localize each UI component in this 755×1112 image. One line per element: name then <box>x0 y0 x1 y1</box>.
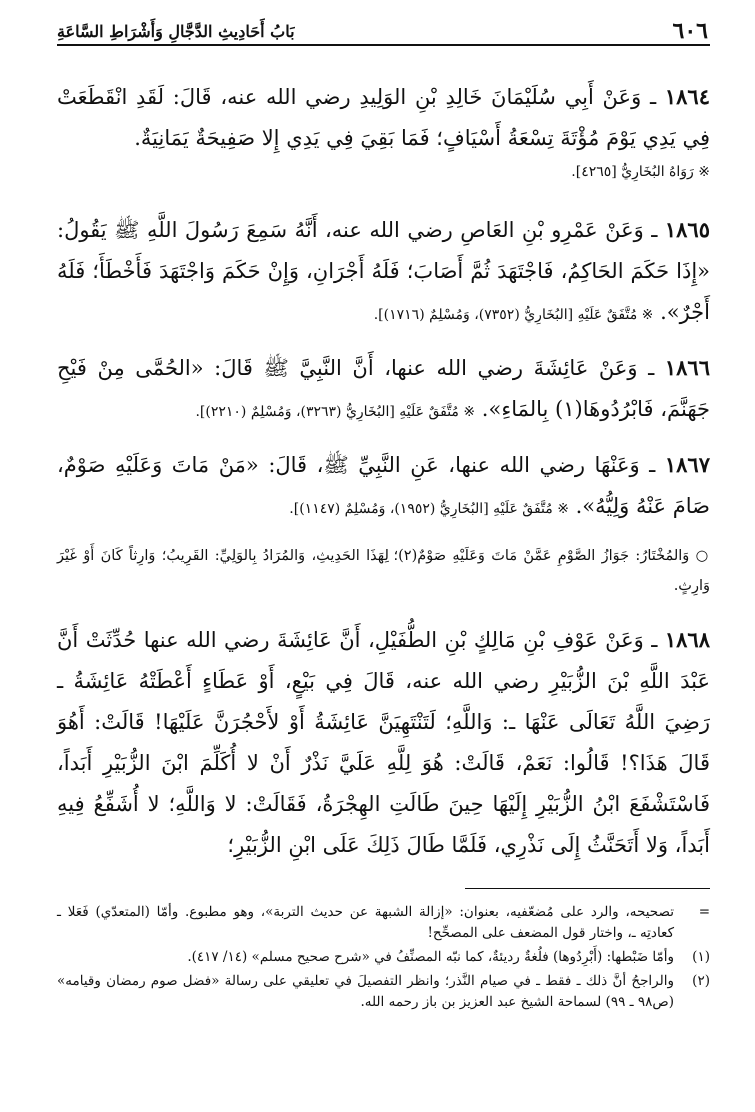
footnote-marker: = <box>698 904 710 920</box>
hadith-text: ـ وَعَنْهَا رضي الله عنها، عَنِ النَّبِيِّ ﷺ، قَالَ: «مَنْ مَاتَ وَعَلَيْهِ صَوْمٌ، صَامَ عَنْهُ وَلِيُّهُ». <box>57 453 710 518</box>
hadith-1865 <box>57 209 710 333</box>
hadith-number: ١٨٦٥ <box>664 217 710 242</box>
hadith-1866 <box>57 347 710 430</box>
hadith-1868 <box>57 619 710 866</box>
hadith-1867 <box>57 444 710 527</box>
footnote-text: وأمّا ضَبْطها: (أَبْرِدُوها) فلُغةٌ رديئةٌ، كما نبّه المصنِّفُ في «شرح صحيح مسلم» (١٤/ ٤١٧). <box>187 949 674 965</box>
footnote-divider <box>465 888 710 889</box>
hadith-number: ١٨٦٨ <box>664 627 710 652</box>
hadith-reference: ※ مُتَّفَقٌ عَلَيْهِ [البُخَارِيُّ (١٩٥٢)، وَمُسْلِمٌ (١١٤٧)]. <box>289 501 569 517</box>
hadith-reference: ※ مُتَّفَقٌ عَلَيْهِ [البُخَارِيُّ (٧٣٥٢)، وَمُسْلِمٌ (١٧١٦)]. <box>373 307 654 323</box>
hadith-number: ١٨٦٦ <box>664 355 710 380</box>
author-comment: ○ وَالمُخْتَارُ: جَوَازُ الصَّوْمِ عَمَّنْ مَاتَ وَعَلَيْهِ صَوْمٌ(٢)؛ لِهَذَا الحَدِيثِ، وَالمُرَادُ بِالوَلِيِّ: القَرِيبُ؛ وَارِثاً كَانَ أَوْ غَيْرَ وَارِثٍ. <box>57 548 710 594</box>
footnote-2 <box>57 971 710 1013</box>
hadith-1864 <box>57 76 710 187</box>
footnote-marker: (٢) <box>692 973 710 989</box>
hadith-text: ـ وَعَنْ عَمْرِو بْنِ العَاصِ رضي الله عنه، أَنَّهُ سَمِعَ رَسُولَ اللَّهِ ﷺ يَقُولُ: «إِذَا حَكَمَ الحَاكِمُ، فَاجْتَهَدَ ثُمَّ أَصَابَ؛ فَلَهُ أَجْرَانِ، وَإِنْ حَكَمَ وَاجْتَهَدَ فَأَخْطَأَ؛ فَلَهُ أَجْرٌ». <box>57 218 710 324</box>
footnote-text: والراجحُ أنَّ ذلك ـ فقط ـ في صيام النَّذر؛ وانظر التفصيلَ في تعليقي على رسالة «فضل صوم رمضان وقيامه» (ص٩٨ ـ ٩٩) لسماحة الشيخ عبد العزيز بن باز رحمه الله. <box>57 973 674 1010</box>
page-number: ٦٠٦ <box>672 18 708 44</box>
hadith-reference: ※ مُتَّفَقٌ عَلَيْهِ [البُخَارِيُّ (٣٢٦٣)، وَمُسْلِمٌ (٢٢١٠)]. <box>195 404 476 420</box>
footnote-continuation <box>57 902 710 944</box>
footnote-marker: (١) <box>692 949 710 965</box>
footnote-1 <box>57 947 710 968</box>
footnotes <box>57 902 710 1016</box>
hadith-text: ـ وَعَنْ عَائِشَةَ رضي الله عنها، أَنَّ النَّبِيَّ ﷺ قَالَ: «الحُمَّى مِنْ فَيْحِ جَهَنَّمَ، فَابْرُدُوهَا(١) بِالمَاءِ». <box>57 356 710 421</box>
running-header <box>57 14 710 46</box>
footnote-text: تصحيحه، والرد على مُضعّفيه، بعنوان: «إزالة الشبهة عن حديث التربة»، وهو مطبوع. وأمّا (المتعدّي) فَعَلا ـ كعادتِه ـ، واختار قول المضعف على المصحِّح! <box>57 904 674 941</box>
hadith-number: ١٨٦٤ <box>664 84 710 109</box>
hadith-number: ١٨٦٧ <box>664 452 710 477</box>
hadith-reference: ※ رَوَاهُ البُخَارِيُّ [٤٢٦٥]. <box>571 164 710 180</box>
hadith-text: ـ وَعَنْ عَوْفِ بْنِ مَالِكٍ بْنِ الطُّفَيْلِ، أَنَّ عَائِشَةَ رضي الله عنها حُدِّثَتْ أَنَّ عَبْدَ اللَّهِ بْنَ الزُّبَيْرِ رضي الله عنه، قَالَ فِي بَيْعٍ، أَوْ عَطَاءٍ أَعْطَتْهُ عَائِشَةُ ـ رَضِيَ اللَّهُ تَعَالَى عَنْهَا ـ: وَاللَّهِ؛ لَتَنْتَهِيَنَّ عَائِشَةُ أَوْ لأَحْجُرَنَّ عَلَيْهَا! قَالَتْ: أَهُوَ قَالَ هَذَا؟! قَالُوا: نَعَمْ، قَالَتْ: هُوَ لِلَّهِ عَلَيَّ نَذْرٌ أَنْ لا أُكَلِّمَ ابْنَ الزُّبَيْرِ أَبَداً، فَاسْتَشْفَعَ ابْنُ الزُّبَيْرِ إِلَيْهَا حِينَ طَالَتِ الهِجْرَةُ، فَقَالَتْ: لا وَاللَّهِ؛ لا أُشَفِّعُ فِيهِ أَبَداً، وَلا أَتَحَنَّثُ إِلَى نَذْرِي، فَلَمَّا طَالَ ذَلِكَ عَلَى ابْنِ الزُّبَيْرِ؛ <box>57 628 710 857</box>
hadith-text: ـ وَعَنْ أَبِي سُلَيْمَانَ خَالِدِ بْنِ الوَلِيدِ رضي الله عنه، قَالَ: لَقَدِ انْقَطَعَتْ فِي يَدِي يَوْمَ مُؤْتَةَ تِسْعَةُ أَسْيَافٍ؛ فَمَا بَقِيَ فِي يَدِي إِلا صَفِيحَةٌ يَمَانِيَةٌ. <box>57 85 710 150</box>
chapter-title: بَابُ أَحَادِيثِ الدَّجَّالِ وَأَشْرَاطِ السَّاعَةِ <box>57 22 295 41</box>
main-text <box>57 70 710 866</box>
